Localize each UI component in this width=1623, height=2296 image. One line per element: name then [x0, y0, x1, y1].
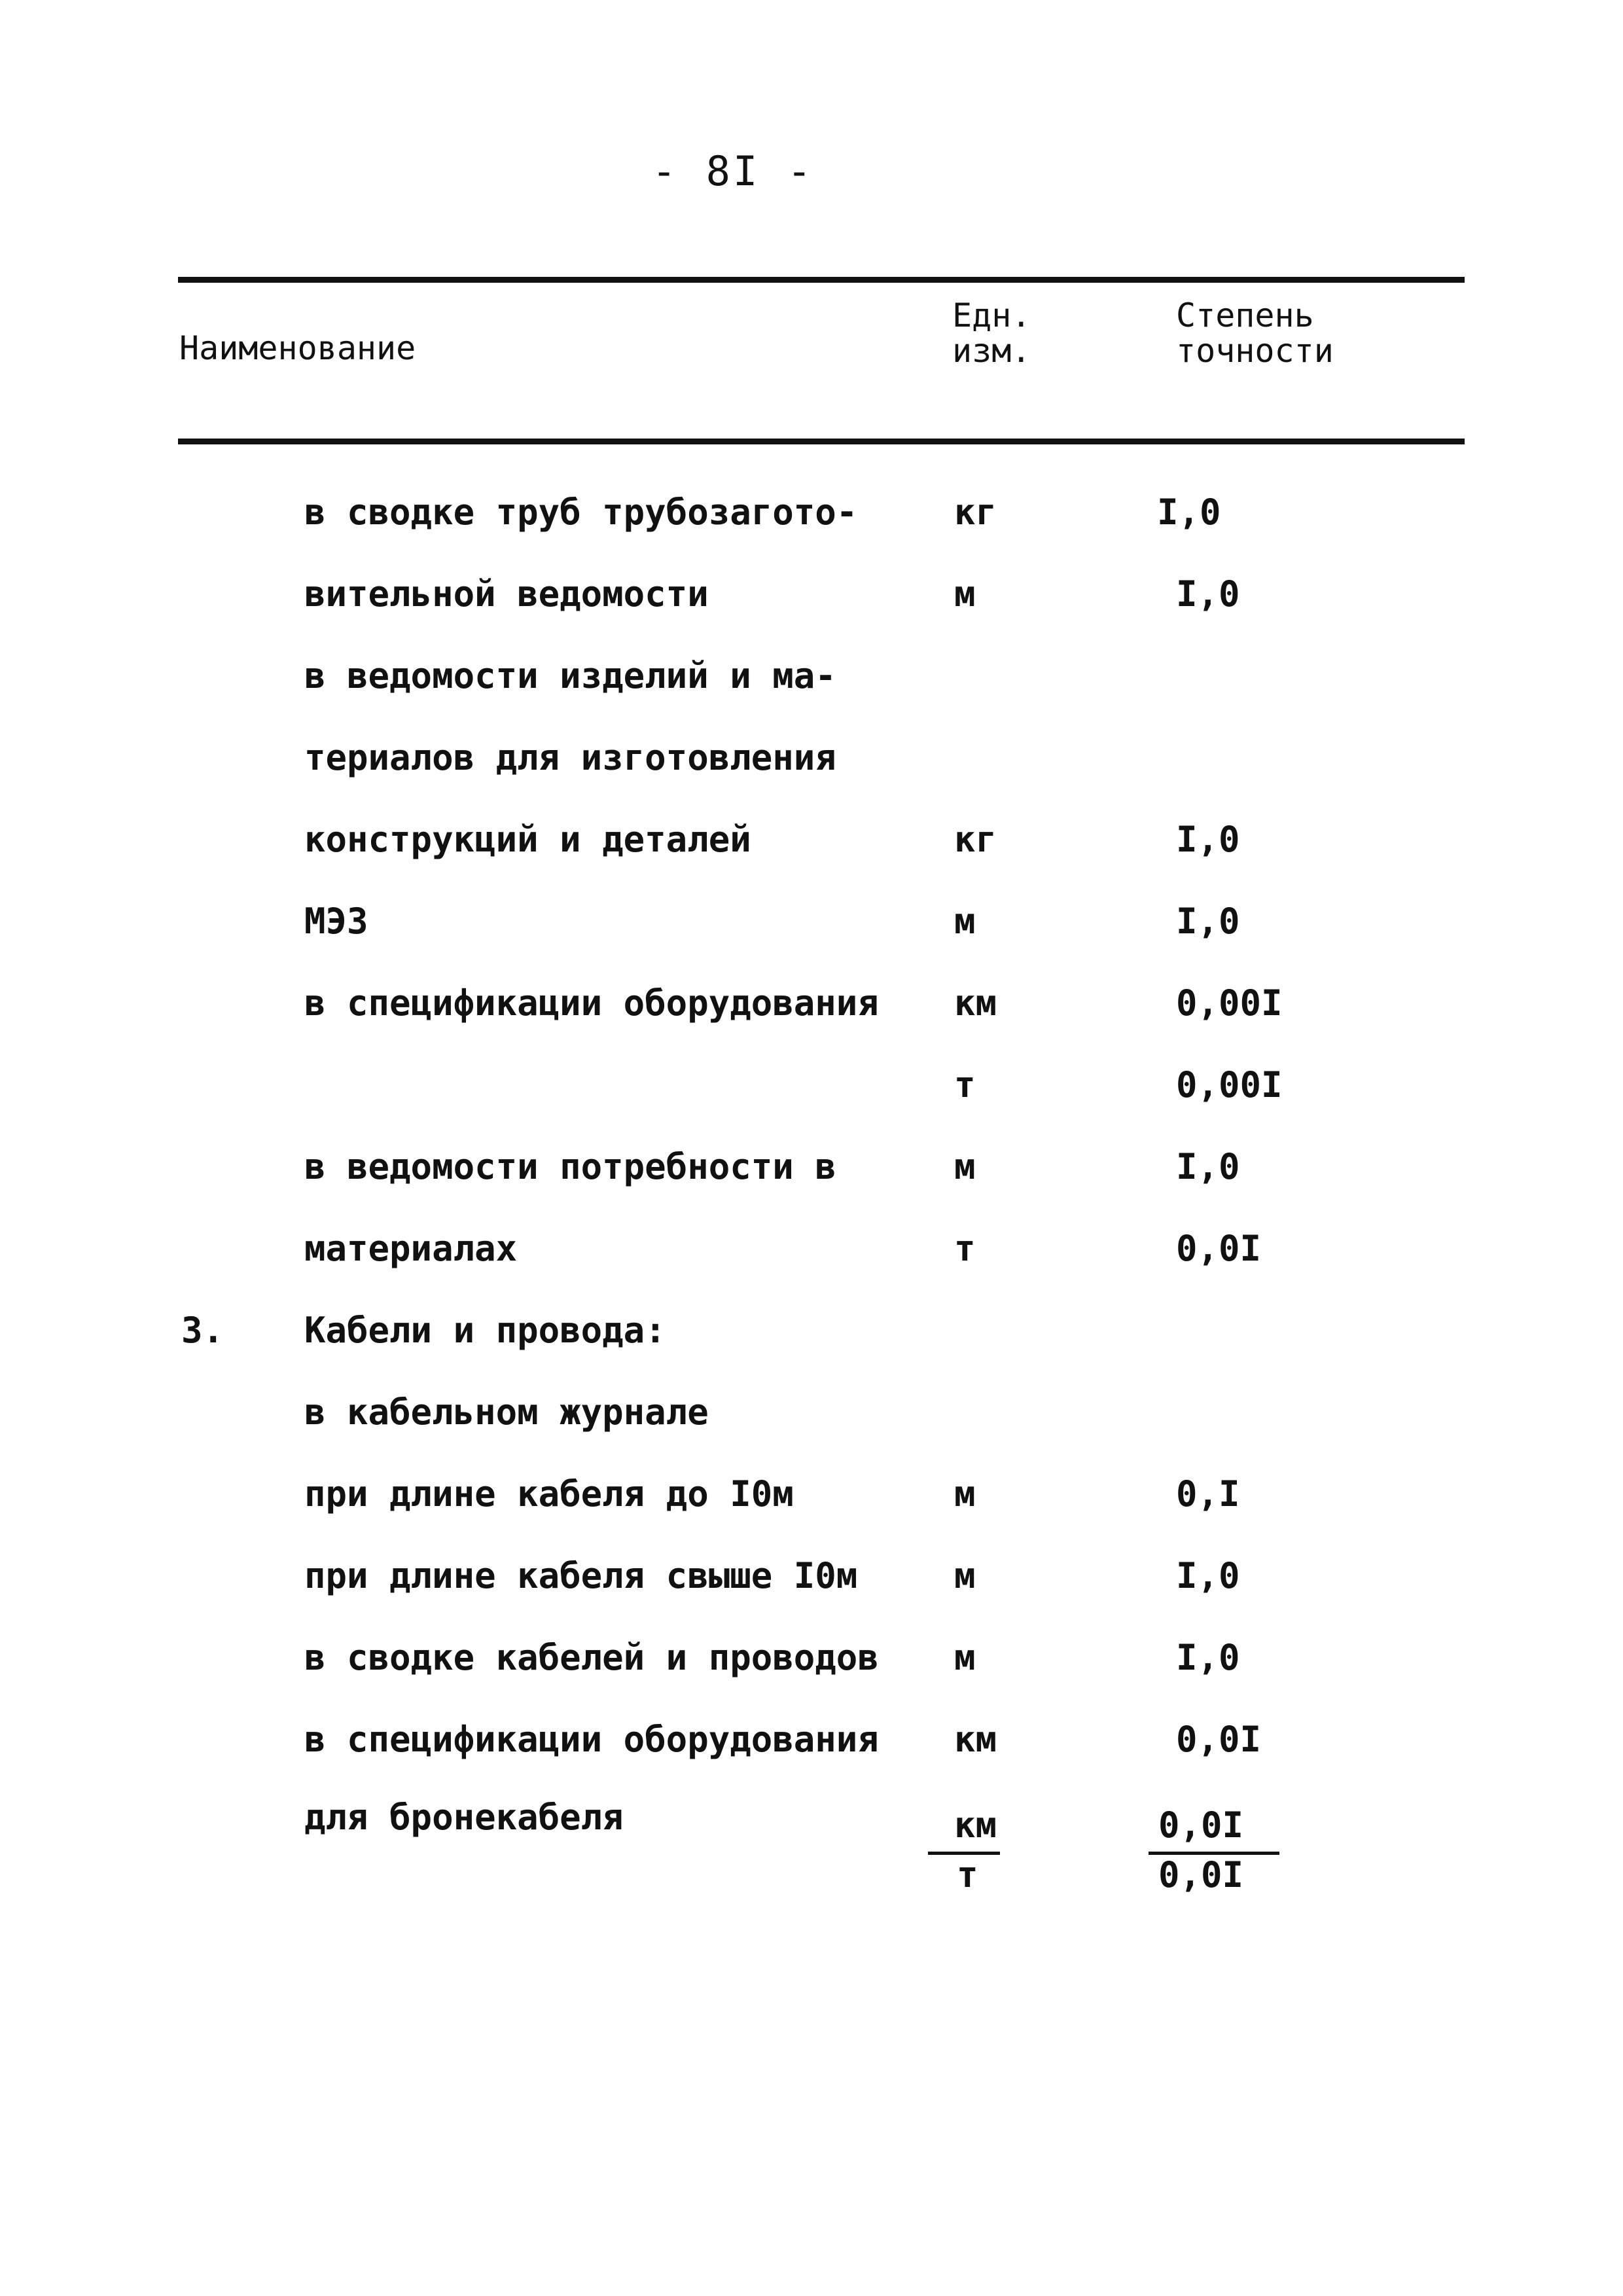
- row-unit: км: [954, 982, 997, 1024]
- row-precision: 0,I: [1176, 1473, 1240, 1515]
- row-precision: I,0: [1176, 901, 1240, 942]
- row-unit: м: [954, 1555, 976, 1596]
- table-row: [0, 1308, 1623, 1390]
- fraction-unit-denominator: т: [957, 1854, 978, 1895]
- table-row: [0, 490, 1623, 571]
- table-row: [0, 571, 1623, 653]
- row-name: в ведомости потребности в: [304, 1146, 836, 1187]
- row-name: в кабельном журнале: [304, 1391, 709, 1433]
- row-unit: км: [954, 1719, 997, 1760]
- row-name: в сводке кабелей и проводов: [304, 1637, 879, 1678]
- row-name: в сводке труб трубозаготo-: [304, 492, 858, 533]
- row-unit: м: [954, 1637, 976, 1678]
- row-name: при длине кабеля свыше I0м: [304, 1555, 858, 1596]
- fraction-row-name: для бронекабеля: [304, 1797, 624, 1838]
- header-precision: Степень точности: [1176, 296, 1334, 370]
- row-unit: м: [954, 1473, 976, 1515]
- table-header-rule: [178, 439, 1465, 444]
- row-name: материалах: [304, 1228, 518, 1269]
- fraction-precision-denominator: 0,0I: [1158, 1854, 1244, 1895]
- header-name: Наименование: [179, 329, 416, 367]
- table-row: [0, 1717, 1623, 1799]
- row-name: териалов для изготовления: [304, 737, 836, 778]
- row-precision: I,0: [1176, 1555, 1240, 1596]
- row-precision: I,0: [1176, 573, 1240, 615]
- row-precision: 0,00I: [1176, 982, 1283, 1024]
- fraction-unit-numerator: км: [954, 1804, 997, 1846]
- table-row: [0, 1471, 1623, 1553]
- row-name: конструкций и деталей: [304, 819, 751, 860]
- row-precision: 0,0I: [1176, 1228, 1262, 1269]
- row-unit: кг: [954, 819, 997, 860]
- row-unit: м: [954, 573, 976, 615]
- fraction-precision-numerator: 0,0I: [1158, 1804, 1244, 1846]
- table-row: [0, 1390, 1623, 1471]
- row-precision: I,0: [1176, 819, 1240, 860]
- row-name: МЭЗ: [304, 901, 368, 942]
- row-unit: т: [954, 1064, 976, 1105]
- row-unit: кг: [954, 492, 997, 533]
- table-row: [0, 1553, 1623, 1635]
- row-precision: I,0: [1176, 1637, 1240, 1678]
- table-top-rule: [178, 277, 1465, 283]
- header-unit: Едн. изм.: [952, 296, 1031, 370]
- table-row: [0, 1635, 1623, 1717]
- row-precision: I,0: [1157, 492, 1221, 533]
- table-body: [0, 490, 1623, 1799]
- row-name: в ведомости изделий и ма-: [304, 655, 836, 696]
- row-name: при длине кабеля до I0м: [304, 1473, 794, 1515]
- table-row: [0, 1226, 1623, 1308]
- table-row: [0, 653, 1623, 735]
- row-unit: м: [954, 1146, 976, 1187]
- page-number: - 8I -: [652, 147, 814, 195]
- row-precision: I,0: [1176, 1146, 1240, 1187]
- row-unit: м: [954, 901, 976, 942]
- table-row: [0, 899, 1623, 980]
- row-precision: 0,00I: [1176, 1064, 1283, 1105]
- row-number: 3.: [181, 1310, 224, 1351]
- table-row: [0, 735, 1623, 817]
- row-name: в спецификации оборудования: [304, 1719, 879, 1760]
- row-name: Кабели и провода:: [304, 1310, 666, 1351]
- row-name: вительной ведомости: [304, 573, 709, 615]
- row-unit: т: [954, 1228, 976, 1269]
- table-row: [0, 1144, 1623, 1226]
- table-row: [0, 980, 1623, 1062]
- table-row: [0, 1062, 1623, 1144]
- row-precision: 0,0I: [1176, 1719, 1262, 1760]
- table-row: [0, 817, 1623, 899]
- row-name: в спецификации оборудования: [304, 982, 879, 1024]
